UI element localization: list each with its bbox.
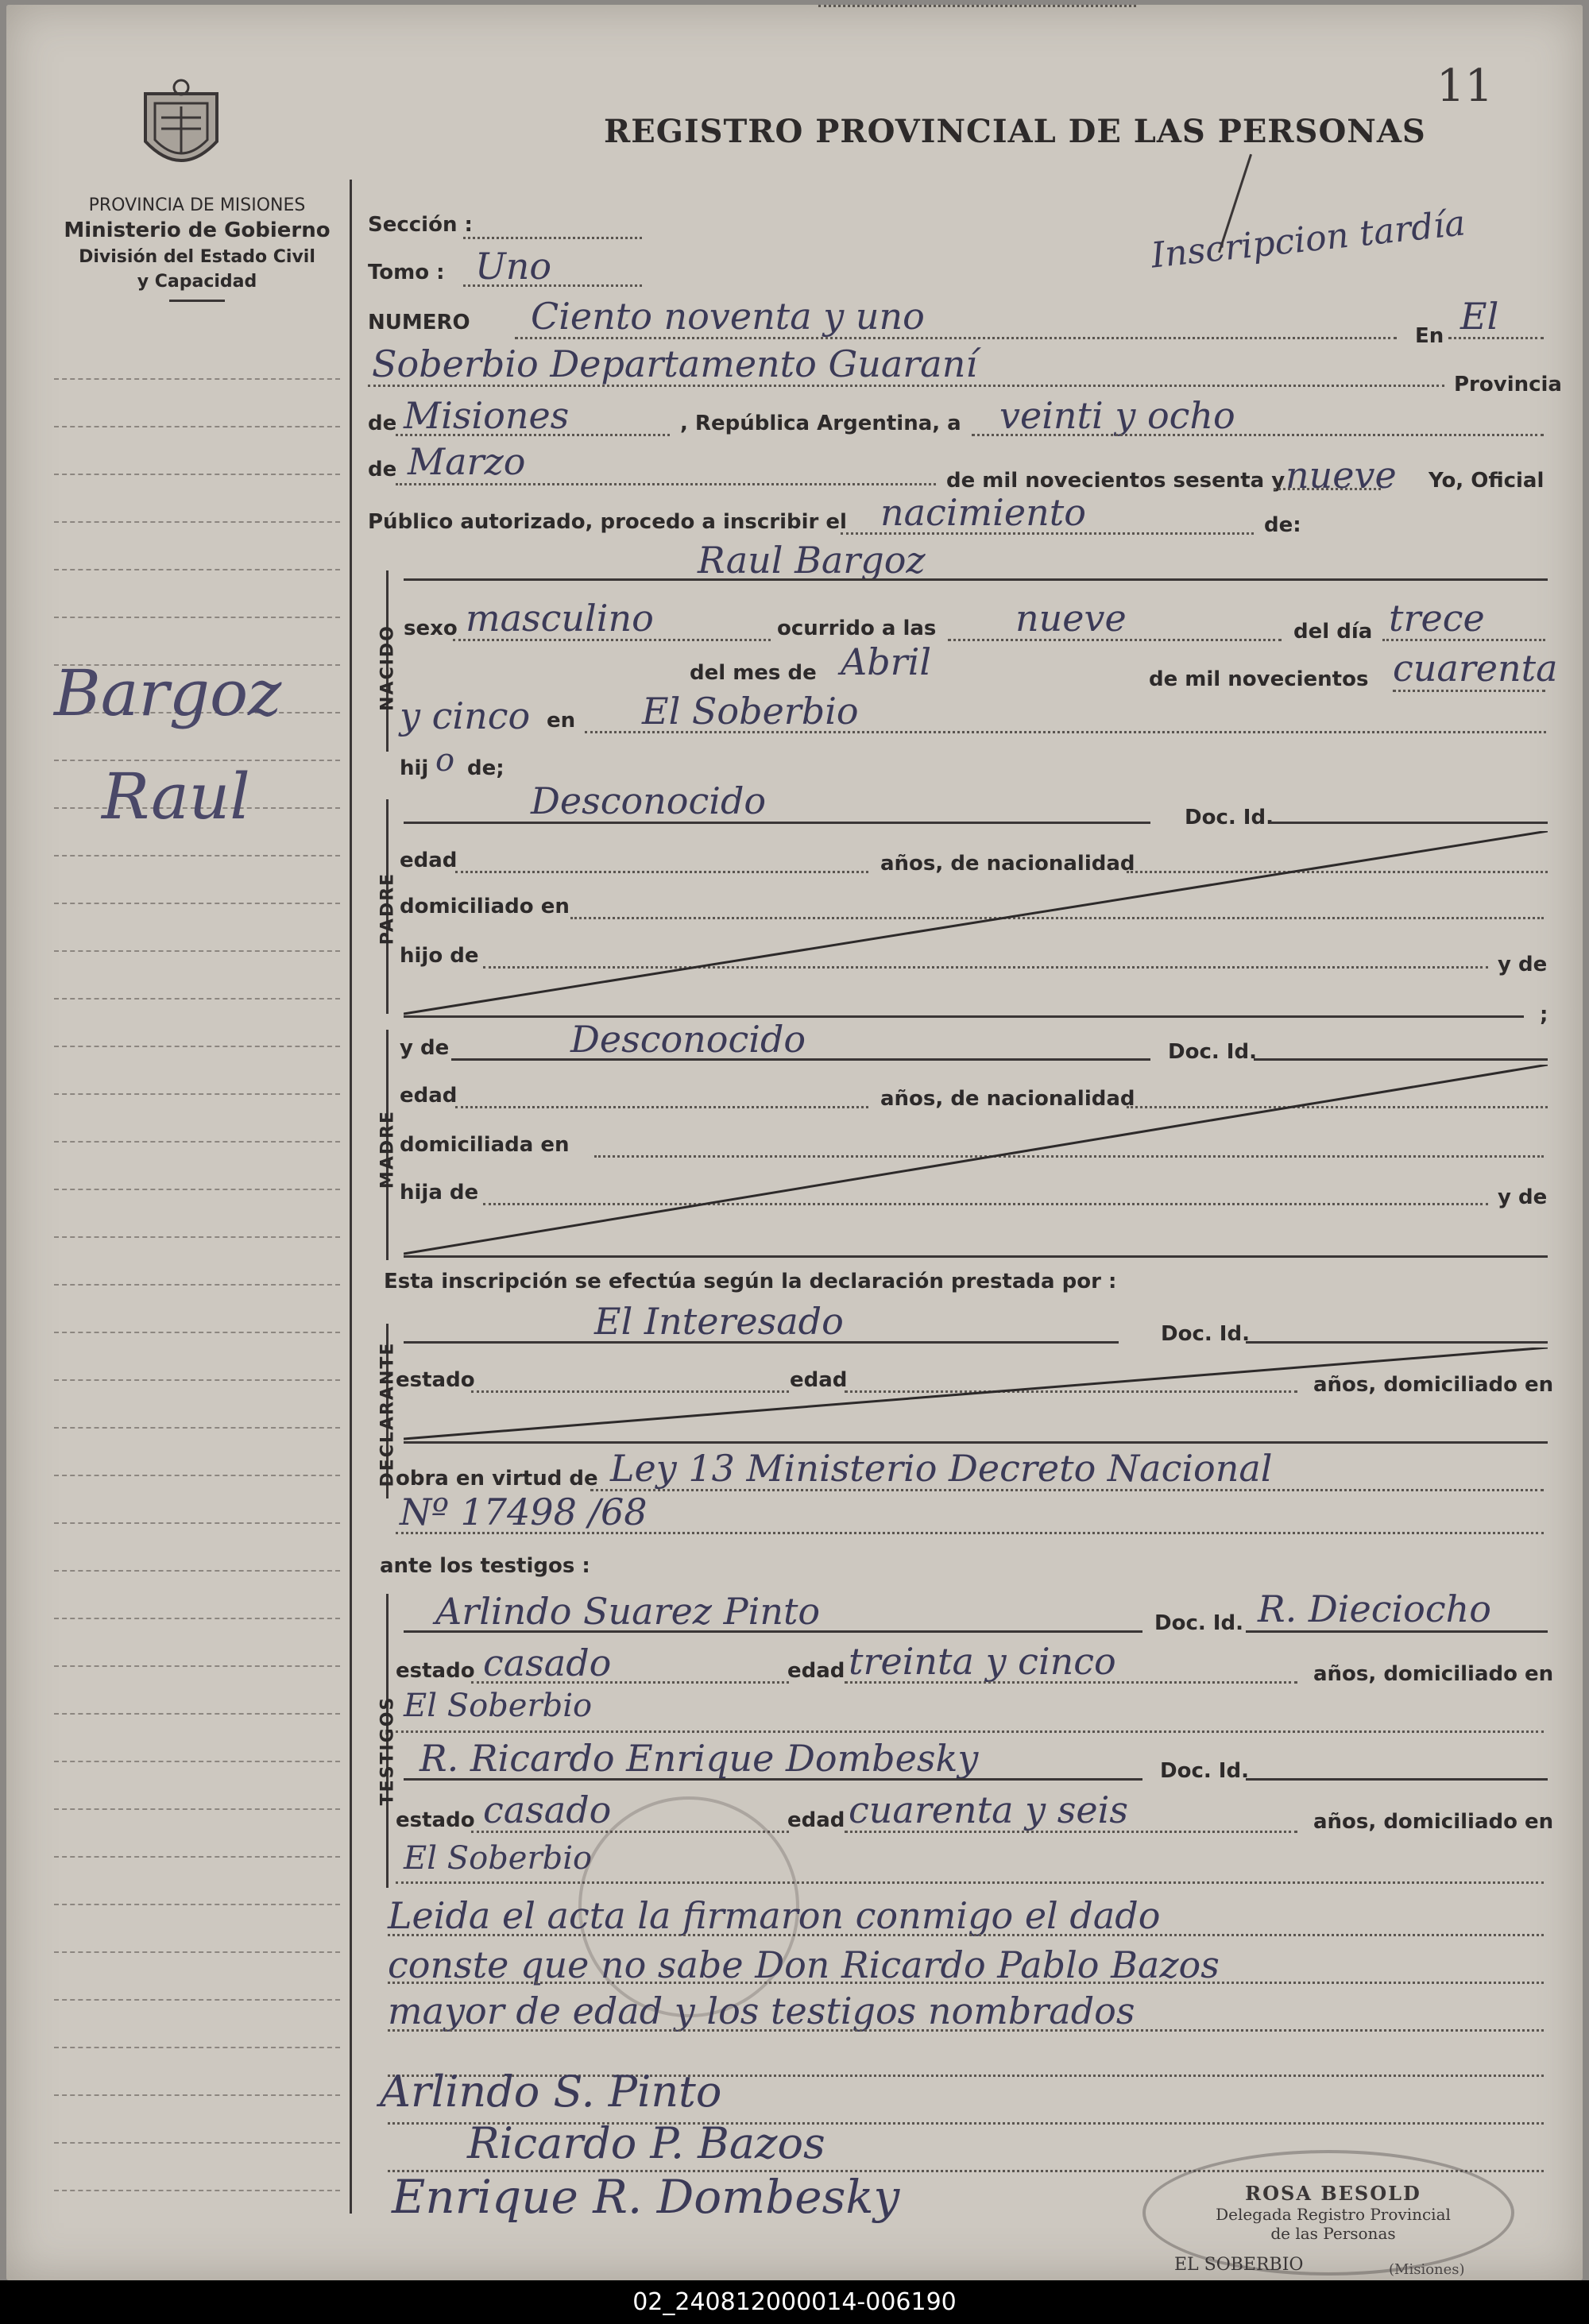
inscripcion-label: Esta inscripción se efectúa según la declaración prestada por : bbox=[384, 1270, 1117, 1293]
dia-value: trece bbox=[1389, 597, 1485, 640]
sexo-label: sexo bbox=[404, 617, 458, 640]
testigos-side-label: TESTIGOS bbox=[377, 1696, 398, 1806]
padre-doc-label: Doc. Id. bbox=[1185, 806, 1274, 829]
page-number: 11 bbox=[1436, 60, 1494, 112]
de-colon-label: de: bbox=[1264, 513, 1301, 537]
madre-doc-label: Doc. Id. bbox=[1168, 1040, 1257, 1064]
declarante-doc-label: Doc. Id. bbox=[1161, 1322, 1250, 1346]
declarante-strike-line bbox=[404, 1348, 1548, 1443]
provincia-value: Misiones bbox=[404, 394, 570, 437]
publico-label: Público autorizado, procedo a inscribir el bbox=[368, 510, 847, 534]
org-ministry: Ministerio de Gobierno bbox=[64, 218, 331, 242]
stamp-region: (Misiones) bbox=[1389, 2261, 1465, 2278]
fecha-mes-value: Marzo bbox=[408, 440, 526, 483]
padre-side-label: PADRE bbox=[377, 872, 398, 945]
padre-edad-label: edad bbox=[400, 849, 458, 872]
testigo1-value: Arlindo Suarez Pinto bbox=[435, 1590, 821, 1633]
testigo2-value: R. Ricardo Enrique Dombesky bbox=[419, 1737, 979, 1780]
fecha-dia-value: veinti y ocho bbox=[999, 394, 1235, 437]
sexo-value: masculino bbox=[466, 597, 654, 640]
testigo1-edad-label: edad bbox=[787, 1659, 845, 1683]
testigo2-estado-value: casado bbox=[483, 1788, 612, 1831]
lugar-value: Soberbio Departamento Guaraní bbox=[372, 342, 978, 385]
document-title: REGISTRO PROVINCIAL DE LAS PERSONAS bbox=[604, 113, 1426, 150]
testigo1-estado-label: estado bbox=[396, 1659, 475, 1683]
declarante-domicilio-label: años, domiciliado en bbox=[1313, 1373, 1554, 1397]
stamp-name: ROSA BESOLD bbox=[1245, 2182, 1421, 2205]
declarante-edad-label: edad bbox=[790, 1368, 848, 1392]
madre-edad-label: edad bbox=[400, 1084, 458, 1108]
org-province: PROVINCIA DE MISIONES bbox=[88, 195, 306, 215]
testigo1-doc-value: R. Dieciocho bbox=[1258, 1587, 1491, 1630]
testigo2-domicilio-label: años, domiciliado en bbox=[1313, 1810, 1554, 1834]
de-label: de bbox=[368, 412, 397, 435]
document-page bbox=[6, 5, 1583, 2280]
tomo-label: Tomo : bbox=[368, 261, 445, 284]
testigo1-estado-value: casado bbox=[483, 1641, 612, 1684]
margin-surname: Bargoz bbox=[54, 656, 282, 730]
stamp-office: de las Personas bbox=[1270, 2224, 1396, 2243]
declarante-value: El Interesado bbox=[594, 1300, 844, 1343]
signature-interesado: Ricardo P. Bazos bbox=[467, 2118, 825, 2168]
del-mes-label: del mes de bbox=[690, 661, 817, 685]
mes-value: Abril bbox=[841, 640, 932, 683]
padre-strike-line bbox=[404, 831, 1548, 1022]
hij-suffix-value: o bbox=[435, 742, 455, 779]
mil-novecientos-label: de mil novecientos sesenta y bbox=[946, 469, 1286, 493]
org-capacity: y Capacidad bbox=[137, 272, 257, 292]
testigo2-estado-label: estado bbox=[396, 1808, 475, 1832]
signature-testigo2: Enrique R. Dombesky bbox=[392, 2170, 900, 2224]
anio-value: nueve bbox=[1286, 454, 1397, 497]
madre-side-label: MADRE bbox=[377, 1109, 398, 1189]
nombre-value: Raul Bargoz bbox=[698, 539, 926, 582]
hora-value: nueve bbox=[1015, 597, 1127, 640]
numero-value: Ciento noventa y uno bbox=[531, 295, 925, 338]
hij-label: hij bbox=[400, 756, 429, 780]
anio-nac-value: cuarenta bbox=[1393, 647, 1558, 690]
lugar-nac-value: El Soberbio bbox=[642, 690, 859, 733]
numero-label: NUMERO bbox=[368, 311, 470, 334]
tomo-value: Uno bbox=[475, 245, 552, 288]
provincia-label: Provincia bbox=[1454, 373, 1562, 396]
nota-line-3: mayor de edad y los testigos nombrados bbox=[388, 1990, 1135, 2032]
madre-domicilio-label: domiciliada en bbox=[400, 1133, 570, 1157]
testigo2-doc-label: Doc. Id. bbox=[1160, 1759, 1249, 1783]
obra-value-2: Nº 17498 /68 bbox=[400, 1491, 648, 1533]
madre-value: Desconocido bbox=[570, 1018, 806, 1061]
official-stamp-text bbox=[1174, 2182, 1492, 2243]
testigo2-edad-label: edad bbox=[787, 1808, 845, 1832]
del-dia-label: del día bbox=[1293, 620, 1373, 644]
republica-label: , República Argentina, a bbox=[680, 412, 961, 435]
acto-value: nacimiento bbox=[880, 491, 1086, 534]
late-registration-stamp: Inscripcion tardía bbox=[1149, 203, 1467, 276]
margin-firstname: Raul bbox=[102, 760, 250, 833]
obra-label: obra en virtud de bbox=[396, 1467, 598, 1491]
madre-strike-line bbox=[404, 1065, 1548, 1255]
madre-nacionalidad-label: años, de nacionalidad bbox=[880, 1087, 1135, 1111]
en-label-2: en bbox=[547, 709, 576, 733]
obra-value-1: Ley 13 Ministerio Decreto Nacional bbox=[610, 1447, 1273, 1490]
padre-domicilio-label: domiciliado en bbox=[400, 895, 570, 918]
testigo2-domicilio-value: El Soberbio bbox=[404, 1840, 593, 1877]
madre-y-de-label: y de bbox=[400, 1036, 450, 1060]
testigos-label: ante los testigos : bbox=[380, 1554, 590, 1578]
testigo2-edad-value: cuarenta y seis bbox=[849, 1788, 1128, 1831]
nota-line-2: conste que no sabe Don Ricardo Pablo Bazos bbox=[388, 1943, 1220, 1986]
coat-of-arms-icon bbox=[137, 78, 225, 181]
semicolon-label: ; bbox=[1540, 1003, 1548, 1027]
de-label-2: de bbox=[368, 458, 397, 481]
padre-hijo-de-label: hijo de bbox=[400, 944, 479, 968]
en-value: El bbox=[1460, 295, 1499, 338]
padre-nacionalidad-label: años, de nacionalidad bbox=[880, 852, 1135, 876]
testigo1-domicilio-label: años, domiciliado en bbox=[1313, 1662, 1554, 1686]
testigo1-doc-label: Doc. Id. bbox=[1154, 1611, 1243, 1635]
padre-value: Desconocido bbox=[531, 779, 767, 822]
nota-line-1: Leida el acta la firmaron conmigo el dado bbox=[388, 1894, 1161, 1937]
image-caption: 02_240812000014-006190 bbox=[0, 2280, 1589, 2324]
testigo1-domicilio-value: El Soberbio bbox=[404, 1688, 593, 1724]
testigo1-edad-value: treinta y cinco bbox=[849, 1640, 1116, 1683]
nacido-side-label: NACIDO bbox=[377, 625, 398, 711]
anio-nac-value-2: y cinco bbox=[400, 694, 531, 737]
declarante-estado-label: estado bbox=[396, 1368, 475, 1392]
yo-oficial-label: Yo, Oficial bbox=[1429, 469, 1545, 493]
madre-y-de-label-2: y de bbox=[1498, 1185, 1548, 1209]
stamp-city: EL SOBERBIO bbox=[1174, 2255, 1304, 2275]
en-label: En bbox=[1415, 324, 1444, 348]
stamp-role: Delegada Registro Provincial bbox=[1216, 2205, 1451, 2224]
de-semicolon-label: de; bbox=[467, 756, 505, 780]
org-division: División del Estado Civil bbox=[79, 247, 315, 267]
madre-hija-de-label: hija de bbox=[400, 1181, 479, 1205]
organization-block bbox=[38, 195, 356, 302]
mil-nov-label-2: de mil novecientos bbox=[1149, 667, 1369, 691]
seccion-label: Sección : bbox=[368, 213, 473, 237]
padre-y-de-label: y de bbox=[1498, 953, 1548, 976]
ocurrido-label: ocurrido a las bbox=[777, 617, 937, 640]
declarante-side-label: DECLARANTE bbox=[377, 1341, 398, 1487]
signature-testigo1: Arlindo S. Pinto bbox=[380, 2067, 722, 2117]
